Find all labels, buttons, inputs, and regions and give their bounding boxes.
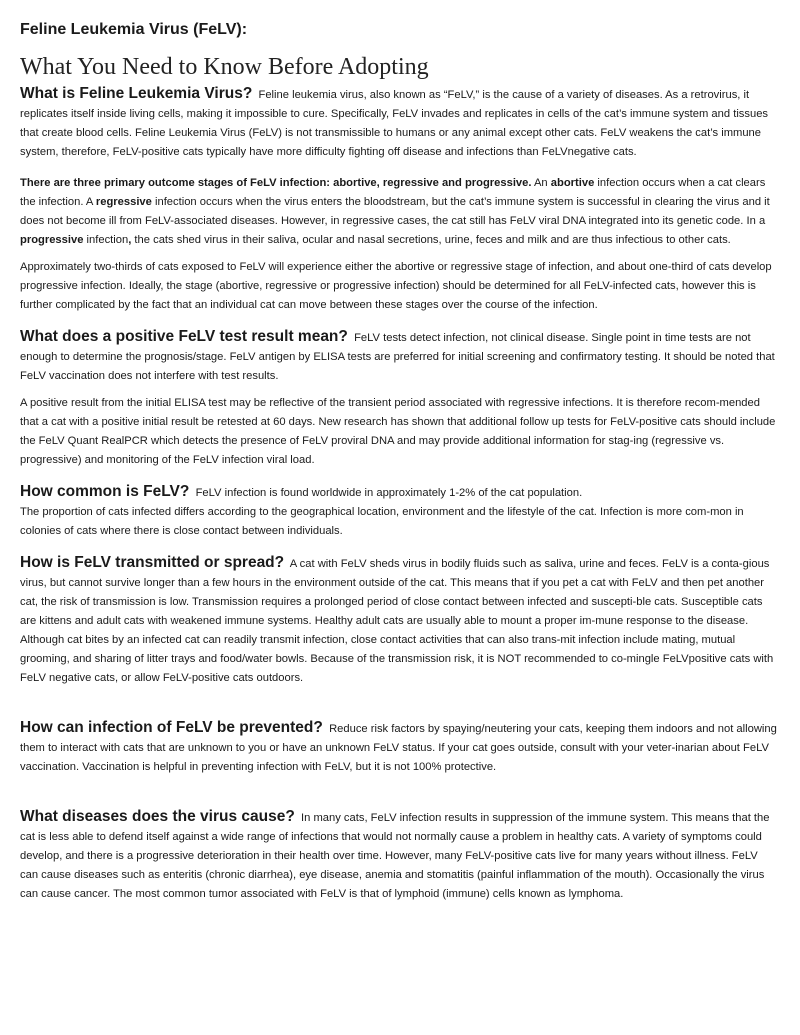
text-what-is: Feline leukemia virus, also known as “FeLV,” is the cause of a variety of diseases. As a retrovirus, it replicates itself inside living cells, making it impossible to cure. Specifically, FeLV invades and replicates in cells of the cat’s immune system and tissues that create blood cells. Feline Leukemia Virus (FeLV) is not transmissible to humans or any animal except other cats. FeLV weakens the cat’s immune system, therefore, FeLV-positive cats typically have more difficulty fighting off disease and infections than FeLVnegative cats.: [20, 89, 769, 158]
stages-text-5: the cats shed virus in their saliva, ocular and nasal secretions, urine, feces and milk and are thus infectious to other cats.: [131, 234, 731, 246]
section-common: [20, 482, 778, 503]
section-stages: [20, 174, 778, 250]
stages-text-3: infection occurs when the virus enters the bloodstream, but the cat’s immune system is successful in clearing the virus and it does not become ill from FeLV-associated diseases. However, in regressive cases, the cat still has FeLV viral DNA integrated into its genetic code. In a: [20, 196, 770, 227]
text-test-2: A positive result from the initial ELISA test may be reflective of the transient period associated with regressive infections. It is therefore recom-mended that a cat with a positive initial result be retested at 60 days. New research has shown that additional follow up tests for FeLV-positive cats should include the FeLV Quant RealPCR which detects the presence of FeLV proviral DNA and may provide additional information for stag-ing (regressive vs. progressive) and monitoring of the FeLV infection viral load.: [20, 397, 776, 466]
section-approx: Approximately two-thirds of cats exposed to FeLV will experience either the abortive or regressive stage of infection, and about one-third of cats develop progressive infection. Ideally, the stage (abortive, regressive or progressive infection) should be determined for all FeLV-infected cats, however this is further complicated by the fact that an individual cat can move between these stages over the course of the infection.: [20, 261, 772, 311]
heading-diseases: What diseases does the virus cause?: [20, 808, 295, 825]
stages-text-1: An: [531, 177, 551, 189]
text-prevented: Reduce risk factors by spaying/neutering your cats, keeping them indoors and not allowing them to interact with cats that are unknown to you or have an unknown FeLV status. If your cat goes outside, consult with your veter-inarian about FeLV vaccination. Vaccination is helpful in preventing infection with FeLV, but it is not 100% protective.: [20, 723, 777, 773]
text-common: FeLV infection is found worldwide in approximately 1-2% of the cat population.: [195, 487, 583, 499]
heading-transmitted: How is FeLV transmitted or spread?: [20, 554, 285, 571]
stages-lead: There are three primary outcome stages of FeLV infection: abortive, regressive and progressive.: [20, 177, 532, 189]
text-common-2: The proportion of cats infected differs according to the geographical location, environment and the lifestyle of the cat. Infection is more com-mon in colonies of cats where there is close contact between individuals.: [20, 506, 744, 537]
text-transmitted: A cat with FeLV sheds virus in bodily fluids such as saliva, urine and feces. FeLV is a conta-gious virus, but cannot survive longer than a few hours in the environment outside of the cat. This means that if you pet a cat with FeLV and then pet another cat, the risk of transmission is low. Transmission requires a prolonged period of close contact between infected and suscepti-ble cats. Susceptible cats are kittens and adult cats with weakened immune systems. Healthy adult cats are usually able to mount a proper im-mune response to the disease. Although cat bites by an infected cat can readily transmit infection, close contact activities that can also trans-mit infection include mating, mutual grooming, and sharing of litter trays and food/water bowls. Because of the transmission risk, it is NOT recommended to co-mingle FeLVpositive cats with FeLV negative cats, or allow FeLV-positive cats outdoors.: [20, 558, 774, 684]
heading-what-is: What is Feline Leukemia Virus?: [20, 85, 253, 102]
term-regressive: regressive: [95, 196, 152, 208]
section-diseases: [20, 807, 778, 904]
heading-common: How common is FeLV?: [20, 483, 190, 500]
term-progressive: progressive: [20, 234, 84, 246]
section-transmitted: [20, 553, 778, 688]
stages-text-2: infection occurs when a cat clears the infection. A: [20, 177, 766, 208]
text-test: FeLV tests detect infection, not clinical disease. Single point in time tests are not enough to determine the prognosis/stage. FeLV antigen by ELISA tests are preferred for initial screening and confirmatory testing. It should be noted that FeLV vaccination does not interfere with test results.: [20, 332, 775, 382]
term-abortive: abortive: [550, 177, 595, 189]
heading-test: What does a positive FeLV test result mean?: [20, 328, 348, 345]
stages-comma: ,: [128, 234, 132, 246]
section-prevented: [20, 718, 778, 777]
document-title: Feline Leukemia Virus (FeLV):: [20, 21, 248, 38]
stages-text-4: infection: [83, 234, 129, 246]
section-what-is: [20, 84, 778, 162]
text-diseases: In many cats, FeLV infection results in suppression of the immune system. This means that the cat is less able to defend itself against a wide range of infections that would not normally cause a problem in healthy cats. A variety of symptoms could develop, and there is a progressive deterioration in their health over time. However, many FeLV-positive cats live for many years without illness. FeLV can cause diseases such as enteritis (chronic diarrhea), eye disease, anemia and stomatitis (painful inflammation of the mouth). Occasionally the virus can cause cancer. The most common tumor associated with FeLV is that of lymphoid (immune) cells known as lymphoma.: [20, 812, 770, 900]
section-test: [20, 327, 778, 386]
document-subtitle: What You Need to Know Before Adopting: [20, 54, 429, 80]
heading-prevented: How can infection of FeLV be prevented?: [20, 719, 323, 736]
